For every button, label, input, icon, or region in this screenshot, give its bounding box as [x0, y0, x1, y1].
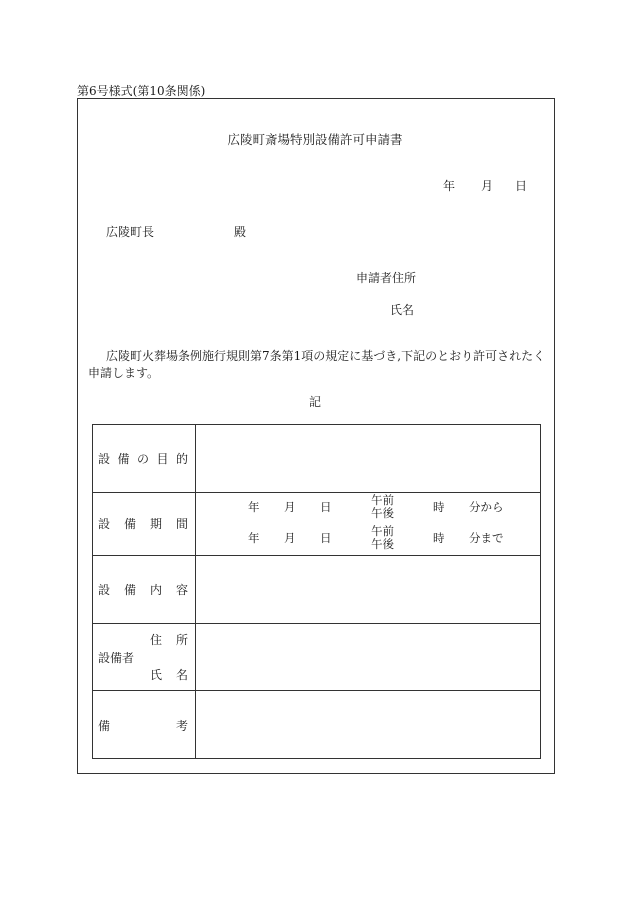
- period-start-year: 年: [248, 500, 260, 514]
- row-divider: [93, 555, 540, 556]
- date-month: 月: [481, 179, 494, 193]
- period-start-hour: 時: [433, 500, 445, 514]
- period-start-day: 日: [320, 500, 332, 514]
- period-start-minute: 分から: [469, 500, 504, 514]
- label-installer: 設備者: [98, 651, 135, 665]
- period-end-year: 年: [248, 531, 260, 545]
- installer-name-char-2: 名: [176, 668, 189, 682]
- request-statement: 広陵町火葬場条例施行規則第7条第1項の規定に基づき,下記のとおり許可されたく申請します。: [88, 349, 546, 380]
- period-end-ampm: 午前 午後: [371, 524, 394, 551]
- applicant-name-label: 氏名: [390, 303, 415, 317]
- date-year: 年: [443, 179, 456, 193]
- addressee-honorific: 殿: [234, 225, 247, 239]
- label-period: 設 備 期 間: [98, 517, 188, 531]
- installer-address-char-1: 住: [150, 633, 163, 647]
- row-divider: [93, 690, 540, 691]
- installer-address-char-2: 所: [176, 633, 189, 647]
- label-purpose: 設 備 の 目 的: [98, 452, 188, 466]
- period-end-day: 日: [320, 531, 332, 545]
- form-title: 広陵町斎場特別設備許可申請書: [227, 132, 403, 147]
- row-divider: [93, 492, 540, 493]
- ki-heading: 記: [308, 395, 321, 409]
- period-end-month: 月: [284, 531, 296, 545]
- addressee: 広陵町長: [106, 225, 155, 239]
- table-column-divider: [195, 425, 196, 758]
- period-start-ampm: 午前 午後: [371, 493, 394, 520]
- installer-name-char-1: 氏: [150, 668, 163, 682]
- period-end-hour: 時: [433, 531, 445, 545]
- period-end-minute: 分まで: [469, 531, 504, 545]
- form-number-label: 第6号様式(第10条関係): [77, 84, 206, 98]
- label-remarks: 備 考: [98, 719, 188, 733]
- period-start-month: 月: [284, 500, 296, 514]
- label-content: 設 備 内 容: [98, 583, 188, 597]
- row-divider: [93, 623, 540, 624]
- date-day: 日: [515, 179, 528, 193]
- applicant-address-label: 申請者住所: [356, 271, 417, 285]
